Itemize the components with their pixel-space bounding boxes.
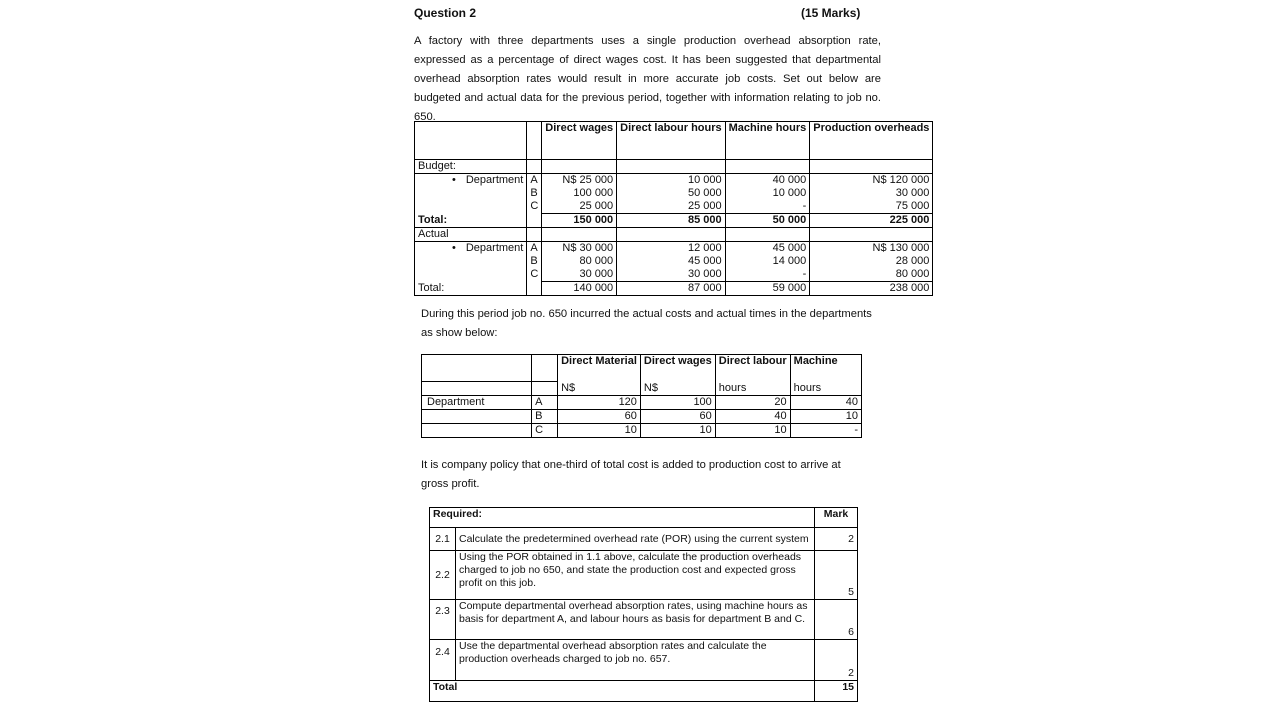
table-row: B 80 000 45 000 14 000 28 000 <box>415 255 933 268</box>
required-item: 2.4 Use the departmental overhead absorption rates and calculate the production overheads charged to job no. 657. 2 <box>430 640 858 681</box>
policy-paragraph: It is company policy that one-third of total cost is added to production cost to arrive at gross profit. <box>421 459 841 490</box>
header-direct-material: Direct Material <box>558 355 641 382</box>
table-row: C 30 000 30 000 - 80 000 <box>415 268 933 282</box>
required-total-row: Total 15 <box>430 681 858 702</box>
department-label: Department <box>422 395 532 409</box>
table-row: Department A 120 100 20 40 <box>422 395 862 409</box>
required-item: 2.1 Calculate the predetermined overhead rate (POR) using the current system 2 <box>430 528 858 551</box>
table-row: C 25 000 25 000 - 75 000 <box>415 200 933 214</box>
question-title: Question 2 <box>414 6 477 20</box>
budget-actual-table <box>414 121 933 296</box>
required-header-row <box>430 508 858 528</box>
table-units-row: N$ N$ hours hours <box>422 382 862 396</box>
table-header-row <box>415 122 933 160</box>
budget-label: Budget: <box>415 160 527 174</box>
job-cost-table <box>421 354 862 438</box>
actual-label-row <box>415 228 933 242</box>
budget-total-row: Total: 150 000 85 000 50 000 225 000 <box>415 214 933 228</box>
header-direct-labour: Direct labour <box>715 355 790 382</box>
actual-total-row: Total: 140 000 87 000 59 000 238 000 <box>415 282 933 296</box>
mark-header: Mark <box>815 508 858 528</box>
department-label: • Department <box>415 242 527 256</box>
table-row: • Department A N$ 30 000 12 000 45 000 N$ 130 000 <box>415 242 933 256</box>
required-item: 2.2 Using the POR obtained in 1.1 above, calculate the production overheads charged to job no 650, and state the production cost and expected gross profit on this job. 5 <box>430 551 858 600</box>
required-item: 2.3 Compute departmental overhead absorption rates, using machine hours as basis for department A, and labour hours as basis for department B and C. 6 <box>430 600 858 640</box>
job-intro-paragraph: During this period job no. 650 incurred the actual costs and actual times in the departments as show below: <box>421 308 872 339</box>
intro-paragraph: A factory with three departments uses a single production overhead absorption rate, expressed as a percentage of direct wages cost. It has been suggested that departmental overhead absorption rates would result in more accurate job costs. Set out below are budgeted and actual data for the previous period, together with information relating to job no. 650. <box>414 35 881 123</box>
table-row: B 60 60 40 10 <box>422 409 862 423</box>
budget-label-row <box>415 160 933 174</box>
question-marks: (15 Marks) <box>801 6 861 20</box>
header-production-overheads: Production overheads <box>810 122 933 160</box>
table-row: B 100 000 50 000 10 000 30 000 <box>415 187 933 200</box>
required-title: Required: <box>430 508 815 528</box>
header-direct-labour-hours: Direct labour hours <box>617 122 725 160</box>
department-label: • Department <box>415 174 527 188</box>
table-row: C 10 10 10 - <box>422 423 862 437</box>
header-direct-wages: Direct wages <box>640 355 715 382</box>
header-direct-wages: Direct wages <box>542 122 617 160</box>
table-header-row <box>422 355 862 382</box>
required-table <box>429 507 858 702</box>
header-machine-hours: Machine hours <box>725 122 810 160</box>
header-machine: Machine <box>790 355 861 382</box>
actual-label: Actual <box>415 228 527 242</box>
table-row: • Department A N$ 25 000 10 000 40 000 N$ 120 000 <box>415 174 933 188</box>
